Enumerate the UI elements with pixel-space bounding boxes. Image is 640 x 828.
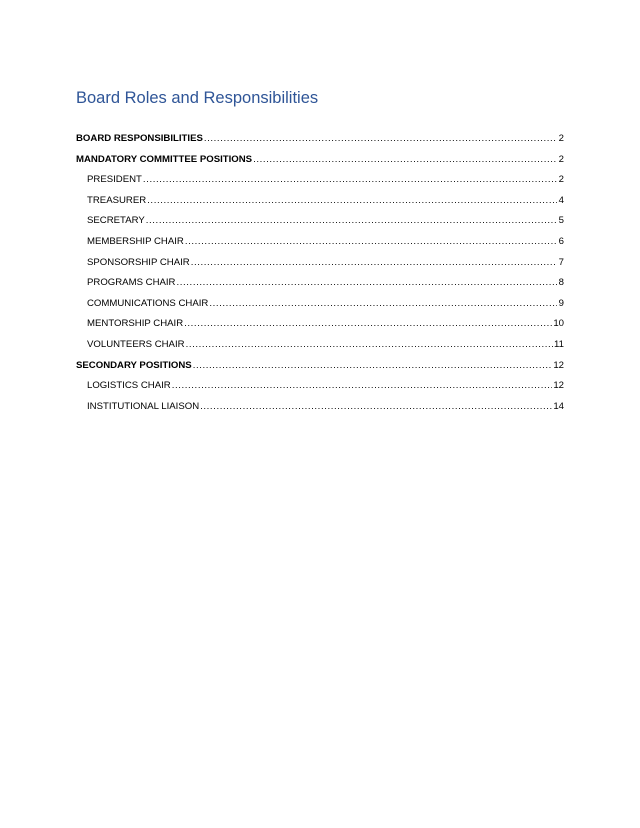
toc-dot-leader (184, 314, 552, 335)
toc-entry-label: PROGRAMS CHAIR (87, 277, 176, 289)
toc-dot-leader (185, 232, 557, 253)
toc-dot-leader (204, 129, 557, 150)
toc-entry-label: VOLUNTEERS CHAIR (87, 338, 185, 350)
toc-entry-mentorship-chair[interactable] (76, 314, 564, 335)
toc-entry-label: SECONDARY POSITIONS (76, 359, 192, 371)
toc-entry-label: TREASURER (87, 194, 147, 206)
toc-entry-membership-chair[interactable] (76, 232, 564, 253)
toc-entry-page: 2 (558, 153, 564, 165)
toc-dot-leader (209, 294, 557, 315)
toc-dot-leader (200, 397, 552, 418)
toc-entry-page: 14 (553, 400, 564, 412)
toc-dot-leader (147, 191, 557, 212)
toc-dot-leader (143, 170, 557, 191)
toc-entry-page: 12 (553, 380, 564, 392)
toc-dot-leader (186, 335, 553, 356)
toc-entry-page: 4 (558, 194, 564, 206)
toc-dot-leader (253, 150, 557, 171)
toc-entry-page: 12 (553, 359, 564, 371)
toc-entry-treasurer[interactable] (76, 191, 564, 212)
toc-entry-page: 7 (558, 256, 564, 268)
toc-entry-label: PRESIDENT (87, 174, 142, 186)
toc-entry-label: MANDATORY COMMITTEE POSITIONS (76, 153, 253, 165)
toc-entry-label: COMMUNICATIONS CHAIR (87, 297, 209, 309)
toc-entry-logistics-chair[interactable] (76, 376, 564, 397)
toc-entry-mandatory-committee-positions[interactable] (76, 150, 564, 171)
toc-entry-label: SECRETARY (87, 215, 145, 227)
toc-entry-page: 8 (558, 277, 564, 289)
toc-entry-label: SPONSORSHIP CHAIR (87, 256, 190, 268)
toc-title: Board Roles and Responsibilities (76, 89, 319, 107)
toc-entry-sponsorship-chair[interactable] (76, 253, 564, 274)
toc-entry-volunteers-chair[interactable] (76, 335, 564, 356)
toc-entry-secretary[interactable] (76, 211, 564, 232)
toc-dot-leader (177, 273, 558, 294)
toc-entry-page: 11 (554, 338, 564, 350)
toc-entry-label: MEMBERSHIP CHAIR (87, 235, 184, 247)
toc-entry-label: BOARD RESPONSIBILITIES (76, 133, 203, 144)
toc-entry-page: 6 (558, 235, 564, 247)
toc-entry-communications-chair[interactable] (76, 294, 564, 315)
toc-entry-board-responsibilities[interactable] (76, 129, 564, 150)
toc-entry-secondary-positions[interactable] (76, 356, 564, 377)
toc-entry-label: LOGISTICS CHAIR (87, 380, 171, 392)
toc-entry-institutional-liaison[interactable] (76, 397, 564, 418)
table-of-contents (76, 129, 564, 417)
toc-entry-programs-chair[interactable] (76, 273, 564, 294)
toc-dot-leader (172, 376, 553, 397)
toc-entry-label: MENTORSHIP CHAIR (87, 318, 184, 330)
toc-entry-page: 10 (553, 318, 564, 330)
toc-entry-president[interactable] (76, 170, 564, 191)
toc-dot-leader (146, 211, 557, 232)
toc-entry-page: 5 (558, 215, 564, 227)
toc-entry-page: 2 (558, 133, 564, 144)
toc-entry-page: 9 (558, 297, 564, 309)
toc-dot-leader (193, 356, 553, 377)
toc-dot-leader (191, 253, 557, 274)
toc-entry-label: INSTITUTIONAL LIAISON (87, 400, 200, 412)
toc-entry-page: 2 (558, 174, 564, 186)
